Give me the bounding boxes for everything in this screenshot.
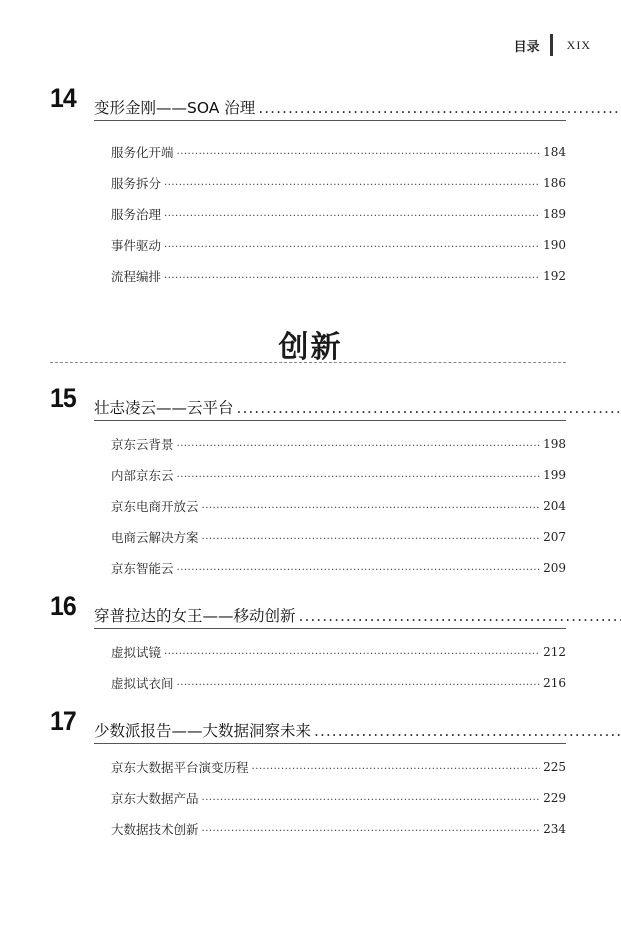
chapter-number: 16 (50, 591, 76, 621)
section-page: 207 (543, 529, 566, 544)
chapter-rule (94, 628, 566, 629)
dot-leader (177, 677, 541, 688)
dot-leader (202, 823, 541, 834)
chapter-title: 壮志凌云——云平台 (94, 398, 234, 417)
chapter-14 (50, 83, 566, 291)
section-page: 229 (543, 790, 566, 805)
toc-entry[interactable] (111, 490, 566, 521)
section-page: 216 (543, 675, 566, 690)
dot-leader (164, 646, 540, 657)
toc-entry[interactable] (111, 229, 566, 260)
dot-leader (237, 401, 621, 417)
section-page: 234 (543, 821, 566, 836)
header-divider (550, 34, 553, 56)
section-list (111, 136, 566, 291)
chapter-heading[interactable] (50, 706, 566, 740)
dot-leader (314, 724, 621, 740)
section-title: 内部京东云 (111, 467, 174, 483)
section-title: 大数据技术创新 (111, 821, 199, 837)
dot-leader (164, 239, 540, 250)
toc-entry[interactable] (111, 552, 566, 583)
header-page-number: XIX (566, 37, 591, 52)
section-page: 190 (543, 237, 566, 252)
chapter-number: 17 (50, 706, 76, 736)
section-page: 192 (543, 268, 566, 283)
section-title: 虚拟试衣间 (111, 675, 174, 691)
dot-leader (177, 146, 541, 157)
dot-leader (164, 177, 540, 188)
section-title: 事件驱动 (111, 237, 162, 253)
chapter-rule (94, 420, 566, 421)
toc-entry[interactable] (111, 667, 566, 698)
toc-entry[interactable] (111, 167, 566, 198)
toc-entry[interactable] (111, 428, 566, 459)
section-page: 209 (543, 560, 566, 575)
section-page: 189 (543, 206, 566, 221)
dot-leader (202, 500, 541, 511)
section-page: 184 (543, 144, 566, 159)
header-section-label: 目录 (513, 39, 540, 55)
section-title: 流程编排 (111, 268, 162, 284)
section-page: 225 (543, 759, 566, 774)
chapter-heading[interactable] (50, 591, 566, 625)
section-list (111, 751, 566, 844)
dot-leader (202, 531, 541, 542)
chapter-rule (94, 120, 566, 121)
section-title: 服务化开端 (111, 144, 174, 160)
toc-entry[interactable] (111, 751, 566, 782)
toc-entry[interactable] (111, 136, 566, 167)
section-title: 电商云解决方案 (111, 529, 199, 545)
toc-entry[interactable] (111, 260, 566, 291)
part-divider (50, 362, 566, 363)
running-header (514, 36, 591, 54)
part-title: 创新 (278, 330, 343, 365)
toc-entry[interactable] (111, 198, 566, 229)
chapter-number: 14 (50, 83, 76, 113)
section-title: 服务拆分 (111, 175, 162, 191)
dot-leader (299, 609, 621, 625)
section-title: 虚拟试镜 (111, 644, 162, 660)
dot-leader (177, 469, 541, 480)
section-title: 京东大数据平台演变历程 (111, 759, 249, 775)
section-title: 服务治理 (111, 206, 162, 222)
toc-entry[interactable] (111, 813, 566, 844)
section-page: 204 (543, 498, 566, 513)
chapter-title: 穿普拉达的女王——移动创新 (94, 606, 296, 625)
dot-leader (258, 101, 621, 117)
chapter-heading[interactable] (50, 383, 566, 417)
chapter-number: 15 (50, 383, 76, 413)
toc-entry[interactable] (111, 459, 566, 490)
dot-leader (177, 438, 541, 449)
chapter-title: 少数派报告——大数据洞察未来 (94, 721, 312, 740)
section-page: 212 (543, 644, 566, 659)
section-list (111, 636, 566, 698)
dot-leader (164, 208, 540, 219)
section-title: 京东电商开放云 (111, 498, 199, 514)
section-page: 199 (543, 467, 566, 482)
section-list (111, 428, 566, 583)
section-page: 198 (543, 436, 566, 451)
dot-leader (252, 761, 541, 772)
chapter-heading[interactable] (50, 83, 566, 117)
dot-leader (177, 562, 541, 573)
section-title: 京东大数据产品 (111, 790, 199, 806)
dot-leader (164, 270, 540, 281)
toc-entry[interactable] (111, 636, 566, 667)
section-page: 186 (543, 175, 566, 190)
chapter-rule (94, 743, 566, 744)
dot-leader (202, 792, 541, 803)
chapter-16 (50, 591, 566, 698)
chapter-17 (50, 706, 566, 844)
section-title: 京东云背景 (111, 436, 174, 452)
toc-entry[interactable] (111, 521, 566, 552)
chapter-15 (50, 383, 566, 583)
toc-entry[interactable] (111, 782, 566, 813)
section-title: 京东智能云 (111, 560, 174, 576)
chapter-title: 变形金刚——SOA 治理 (94, 98, 256, 117)
